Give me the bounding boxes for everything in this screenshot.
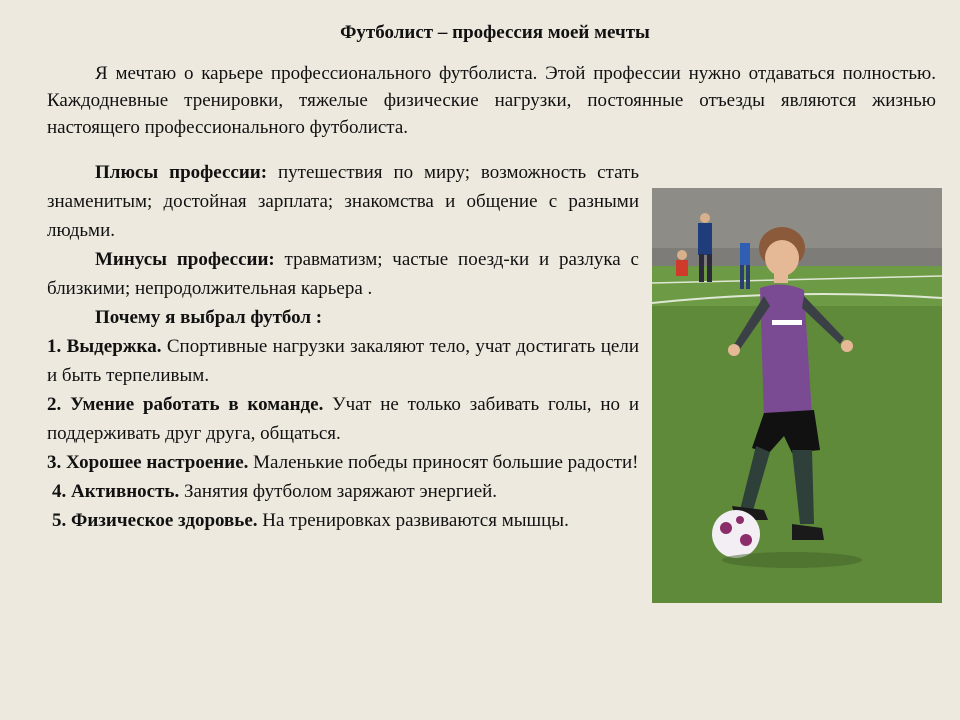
reason-item-5 [47,506,639,535]
reason-number: 3 [47,452,57,473]
pros-paragraph [47,158,639,245]
reason-item-2 [47,390,639,448]
cons-label: Минусы профессии: [95,249,275,270]
reason-text: На тренировках развиваются мышцы. [257,510,569,531]
reason-text: Спортивные нагрузки закаляют тело, учат достигать цели и быть терпеливым. [47,336,639,386]
why-heading [47,303,639,332]
reason-label: . Умение работать в команде. [56,394,324,415]
intro-paragraph: Я мечтаю о карьере профессионального футболиста. Этой профессии нужно отдаваться полностью. Каждодневные тренировки, тяжелые физические нагрузки, постоянные отъезды являются жизнью настоящего профессионального футболиста. [47,63,936,138]
reason-label: Выдержка. [61,336,162,357]
pros-text: путешествия по миру; возможность стать знаменитым; достойная зарплата; знакомства и общение с разными людьми. [47,162,640,241]
reason-number: 2 [47,394,57,415]
profession-details [47,158,639,535]
reason-label: . Хорошее настроение. [56,452,249,473]
reason-number: 1. [47,336,62,357]
football-player-photo [652,188,942,603]
reason-label: Физическое здоровье. [66,510,258,531]
slide-title: Футболист – профессия моей мечты [340,22,650,43]
photo-illustration [652,188,942,603]
reason-number: 5. [52,510,67,531]
reason-text: Маленькие победы приносят большие радости! [248,452,639,473]
why-label: Почему я выбрал футбол : [95,307,323,328]
cons-paragraph [47,245,639,303]
reason-text: Учат не только забивать голы, но и поддерживать друг друга, общаться. [47,394,639,444]
reason-label: . Активность. [61,481,180,502]
reason-text: Занятия футболом заряжают энергией. [179,481,498,502]
reason-item-3 [47,448,639,477]
reason-number: 4 [52,481,62,502]
reason-item-4 [47,477,639,506]
cons-text: травматизм; частые поезд-ки и разлука с близкими; непродолжительная карьера . [47,249,639,299]
reason-item-1 [47,332,639,390]
pros-label: Плюсы профессии: [95,162,268,183]
